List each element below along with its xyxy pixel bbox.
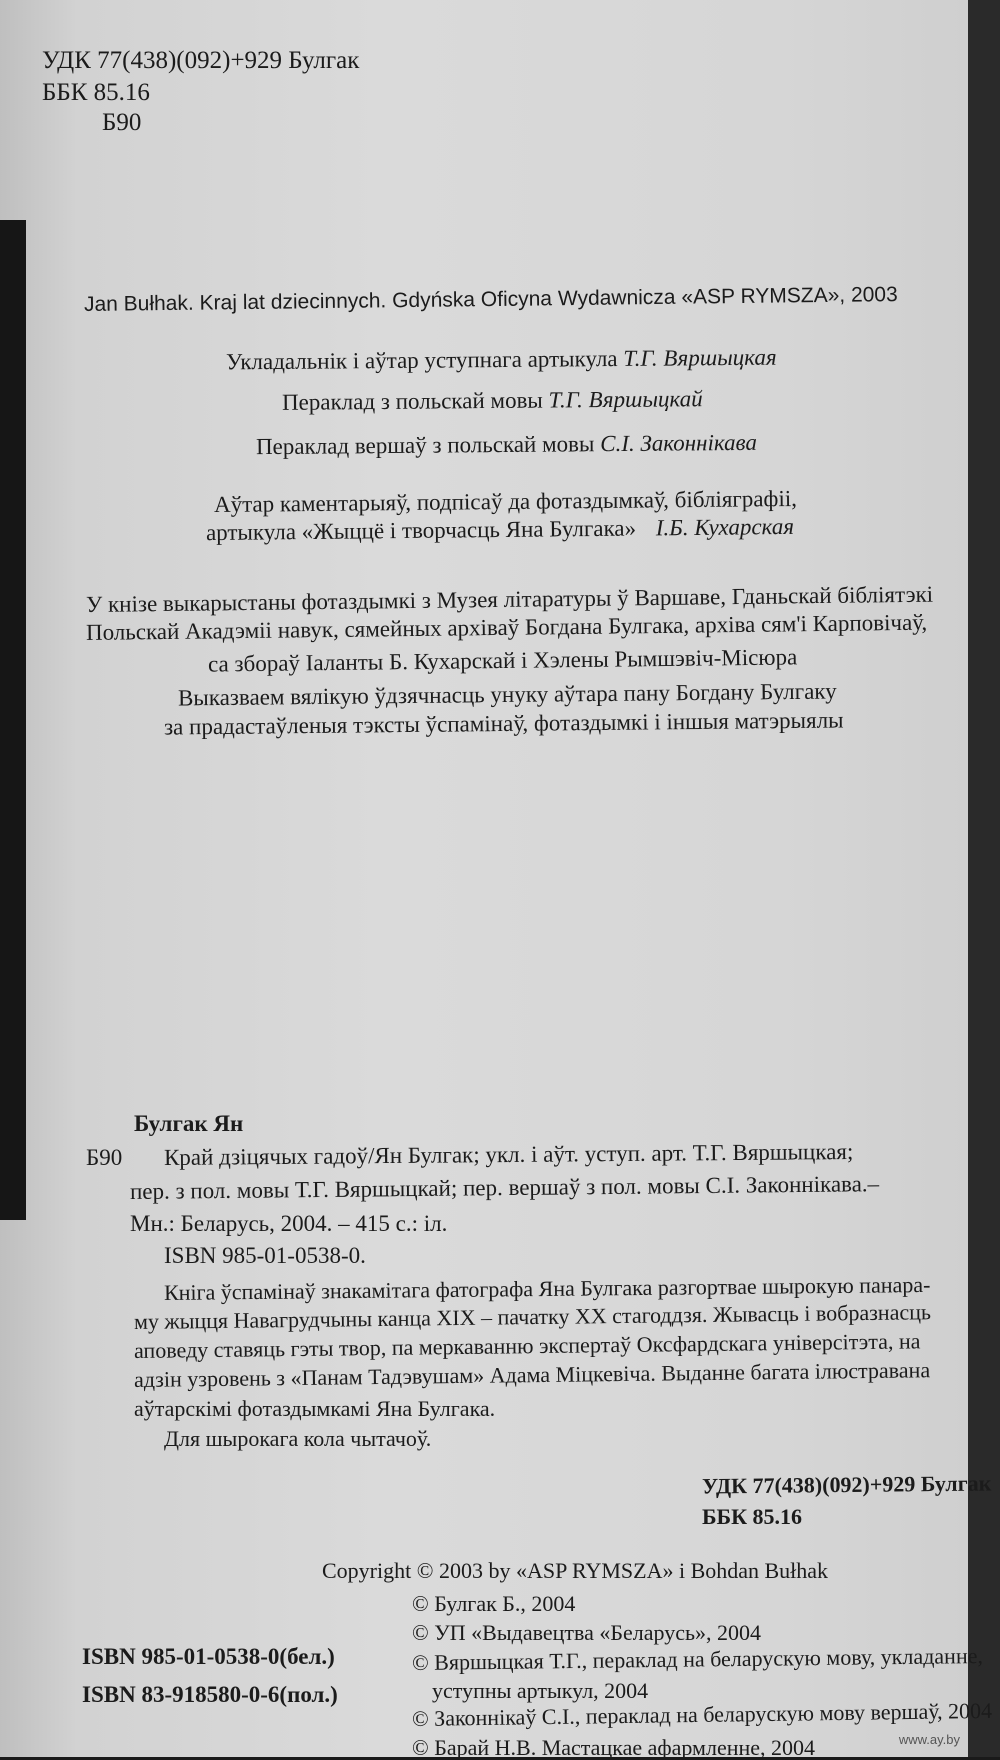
isbn-bel: ISBN 985-01-0538-0(бел.)	[82, 1644, 335, 1669]
annotation-line4: адзін узровень з «Панам Тадэвушам» Адама Міцкевіча. Выданне багата ілюстравана	[133, 1357, 931, 1392]
compiler-credit	[226, 346, 777, 374]
copyright-line4b: уступны артыкул, 2004	[432, 1678, 649, 1703]
photos-note-line2: Польскай Акадэміі навук, сямейных архіваў Богдана Булгака, архіва сям'і Карповічаў,	[85, 609, 928, 645]
catalog-isbn: ISBN 985-01-0538-0.	[164, 1243, 366, 1268]
catalog-code: Б90	[86, 1145, 123, 1170]
copyright-line1: Copyright © 2003 by «ASP RYMSZA» i Bohdan Bułhak	[322, 1558, 829, 1583]
catalog-line2: пер. з пол. мовы Т.Г. Вяршыцкай; пер. вершаў з пол. мовы С.І. Законнікава.–	[129, 1171, 880, 1204]
annotation-line2: му жыцця Навагрудчыны канца XIX – пачатку XX стагоддзя. Жывасць і вобразнасць	[133, 1299, 932, 1334]
top-bbk: ББК 85.16	[42, 79, 150, 106]
watermark: www.ay.by	[898, 1732, 960, 1747]
annotation-line1: Кніга ўспамінаў знакамітага фатографа Яна Булгака разгортвае шырокую панара-	[163, 1271, 931, 1305]
compiler-role: Укладальнік і аўтар уступнага артыкула	[225, 345, 618, 375]
top-b90: Б90	[102, 109, 142, 136]
book-spine-shadow	[0, 220, 26, 1220]
comments-credit-line2	[206, 515, 794, 544]
translation-role: Пераклад з польскай мовы	[281, 387, 543, 415]
translation-credit	[282, 387, 703, 414]
photos-note-line1: У кнізе выкарыстаны фотаздымкі з Музея літаратуры ў Варшаве, Гданьскай бібліятэкі	[85, 581, 934, 617]
verse-translation-role: Пераклад вершаў з польскай мовы	[255, 431, 595, 460]
catalog-line1: Край дзіцячых гадоў/Ян Булгак; укл. і аўт. уступ. арт. Т.Г. Вяршыцкая;	[163, 1138, 854, 1170]
copyright-line2: © Булгак Б., 2004	[412, 1591, 576, 1616]
verse-translation-credit	[256, 431, 757, 458]
comments-credit-line1: Аўтар каментарыяў, подпісаў да фотаздымкаў, бібліяграфіі,	[213, 485, 798, 518]
original-edition: Jan Bułhak. Kraj lat dziecinnych. Gdyńska Oficyna Wydawnicza «ASP RYMSZA», 2003	[83, 283, 898, 316]
comments-role: артыкула «Жыццё і творчасць Яна Булгака»	[205, 515, 637, 546]
thanks-line2: за прадастаўленыя тэксты ўспамінаў, фотаздымкі і іншыя матэрыялы	[163, 707, 844, 740]
catalog-udk: УДК 77(438)(092)+929 Булгак	[701, 1470, 992, 1499]
verse-translation-name: С.І. Законнікава	[600, 429, 758, 457]
comments-name: І.Б. Кухарская	[655, 513, 795, 541]
isbn-pol: ISBN 83-918580-0-6(пол.)	[82, 1682, 338, 1707]
catalog-author: Булгак Ян	[134, 1111, 244, 1136]
catalog-line3: Мн.: Беларусь, 2004. – 415 с.: іл.	[130, 1211, 448, 1236]
copyright-line4a: © Вяршыцкая Т.Г., пераклад на беларускую мову, укладанне,	[411, 1643, 984, 1675]
top-udk: УДК 77(438)(092)+929 Булгак	[42, 47, 360, 74]
copyright-line3: © УП «Выдавецтва «Беларусь», 2004	[412, 1620, 762, 1645]
thanks-line1: Выказваем вялікую ўдзячнасць унуку аўтара пану Богдану Булгаку	[177, 678, 837, 711]
annotation-line3: аповеду ставяць гэты твор, па меркаванню экспертаў Оксфардскага універсітэта, на	[133, 1328, 921, 1363]
readers-note: Для шырокага кола чытачоў.	[164, 1426, 432, 1451]
catalog-bbk: ББК 85.16	[702, 1504, 803, 1529]
copyright-line6: © Барай Н.В. Мастацкае афармленне, 2004	[412, 1735, 816, 1760]
compiler-name: Т.Г. Вяршыцкая	[623, 344, 777, 371]
copyright-line5: © Законнікаў С.І., пераклад на беларускую мову вершаў, 2004	[411, 1697, 993, 1731]
photos-note-line3: са збораў Іаланты Б. Кухарскай і Хэлены Рымшэвіч-Місюра	[207, 644, 798, 677]
translation-name: Т.Г. Вяршыцкай	[548, 386, 703, 413]
annotation-line5: аўтарскімі фотаздымкамі Яна Булгака.	[134, 1396, 496, 1421]
